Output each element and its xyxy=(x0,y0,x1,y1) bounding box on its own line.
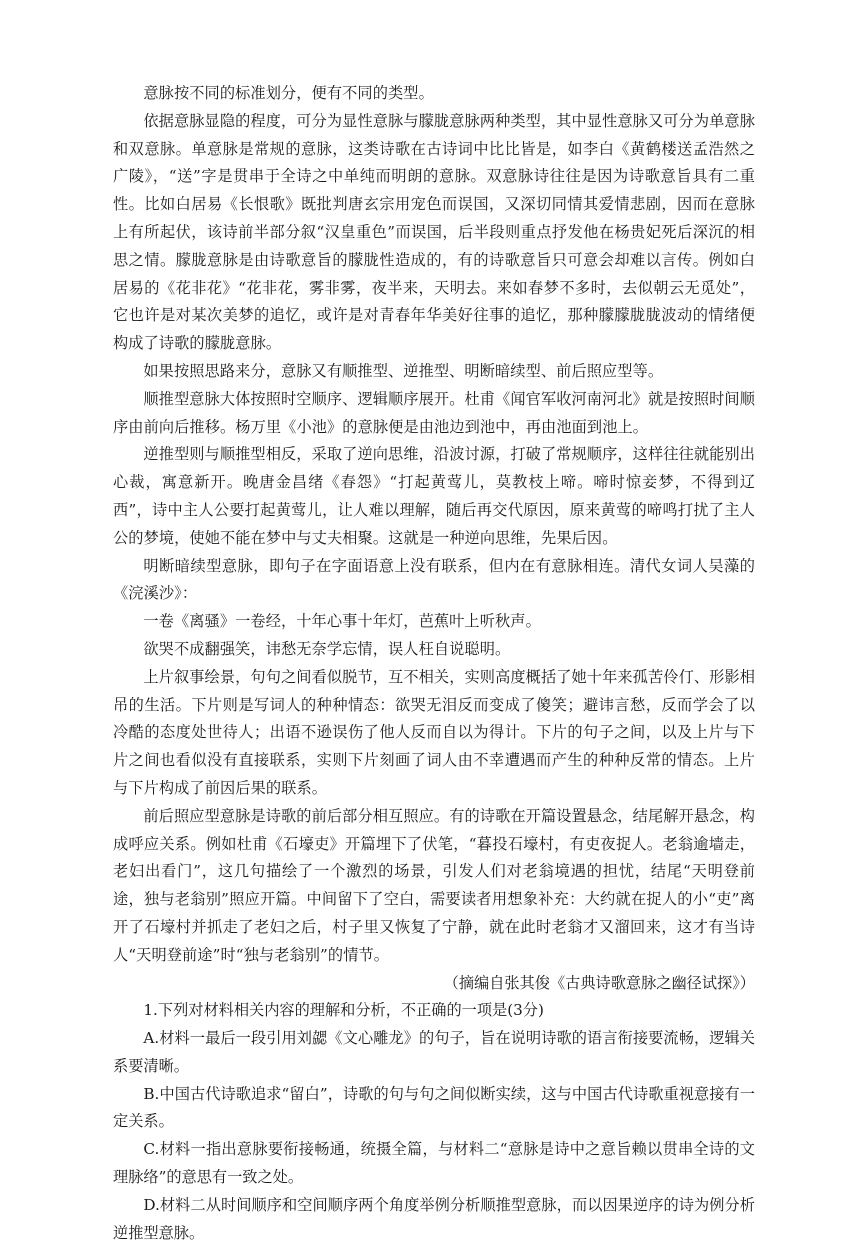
paragraph-echo-type: 前后照应型意脉是诗歌的前后部分相互照应。有的诗歌在开篇设置悬念，结尾解开悬念，构成呼应关系。例如杜甫《石壕吏》开篇埋下了伏笔，“暮投石壕村，有吏夜捉人。老翁逾墙走，老妇出看门”，这几句描绘了一个激烈的场景，引发人们对老翁境遇的担忧，结尾“天明登前途，独与老翁别”照应开篇。中间留下了空白，需要读者用想象补充：大约就在捉人的小“吏”离开了石壕村并抓走了老妇之后，村子里又恢复了宁静，就在此时老翁才又溜回来，这才有当诗人“天明登前途”时“独与老翁别”的情节。 xyxy=(113,806,755,964)
option-a: A.材料一最后一段引用刘勰《文心雕龙》的句子，旨在说明诗歌的语言衔接要流畅，逻辑关系要清晰。 xyxy=(113,1029,755,1075)
paragraph-by-thought: 如果按照思路来分，意脉又有顺推型、逆推型、明断暗续型、前后照应型等。 xyxy=(143,361,664,380)
paragraph-poem-analysis: 上片叙事绘景，句句之间看似脱节，互不相关，实则高度概括了她十年来孤苦伶仃、形影相吊的生活。下片则是写词人的种种情态：欲哭无泪反而变成了傻笑；避讳言愁，反而学会了以冷酷的态度处世待人；出语不逊误伤了他人反而自以为得计。下片的句子之间，以及上片与下片之间也看似没有直接联系，实则下片刻画了词人由不幸遭遇而产生的种种反常的情态。上片与下片构成了前因后果的联系。 xyxy=(113,667,755,797)
paragraph-explicit-hazy: 依据意脉显隐的程度，可分为显性意脉与朦胧意脉两种类型，其中显性意脉又可分为单意脉和双意脉。单意脉是常规的意脉，这类诗歌在古诗词中比比皆是，如李白《黄鹤楼送孟浩然之广陵》，“送”字是贯串于全诗之中单纯而明朗的意脉。双意脉诗往往是因为诗歌意旨具有二重性。比如白居易《长恨歌》既批判唐玄宗用宠色而误国，又深切同情其爱情悲剧，因而在意脉上有所起伏，该诗前半部分叙“汉皇重色”而误国，后半段则重点抒发他在杨贵妃死后深沉的相思之情。朦胧意脉是由诗歌意旨的朦胧性造成的，有的诗歌意旨只可意会却难以言传。例如白居易的《花非花》“花非花，雾非雾，夜半来，天明去。来如春梦不多时，去似朝云无觅处”，它也许是对某次美梦的追忆，或许是对青春年华美好往事的追忆，那种朦朦胧胧波动的情绪便构成了诗歌的朦胧意脉。 xyxy=(113,111,755,353)
paragraph-intro: 意脉按不同的标准划分，便有不同的类型。 xyxy=(143,84,434,102)
question-stem: 1.下列对材料相关内容的理解和分析，不正确的一项是(3分) xyxy=(143,1001,544,1020)
source-credit: （摘编自张其俊《古典诗歌意脉之幽径试探》） xyxy=(443,973,755,992)
paragraph-broken-continued-type: 明断暗续型意脉，即句子在字面语意上没有联系，但内在有意脉相连。清代女词人吴藻的《浣溪沙》： xyxy=(113,556,755,603)
option-b: B.中国古代诗歌追求“留白”，诗歌的句与句之间似断实续，这与中国古代诗歌重视意接有一定关系。 xyxy=(113,1084,755,1131)
poem-line-2: 欲哭不成翻强笑，讳愁无奈学忘情，误人枉自说聪明。 xyxy=(143,639,511,658)
paragraph-forward-type: 顺推型意脉大体按照时空顺序、逻辑顺序展开。杜甫《闻官军收河南河北》就是按照时间顺序由前向后推移。杨万里《小池》的意脉便是由池边到池中，再由池面到池上。 xyxy=(113,389,755,436)
poem-line-1: 一卷《离骚》一卷经，十年心事十年灯，芭蕉叶上听秋声。 xyxy=(143,612,541,631)
option-c: C.材料一指出意脉要衔接畅通，统摄全篇，与材料二“意脉是诗中之意旨赖以贯串全诗的文理脉络”的意思有一致之处。 xyxy=(113,1140,755,1187)
paragraph-reverse-type: 逆推型则与顺推型相反，采取了逆向思维，沿波讨源，打破了常规顺序，这样往往就能别出心裁，寓意新开。晚唐金昌绪《春怨》“打起黄莺儿，莫教枝上啼。啼时惊妾梦，不得到辽西”，诗中主人公要打起黄莺儿，让人难以理解，随后再交代原因，原来黄莺的啼鸣打扰了主人公的梦境，使她不能在梦中与丈夫相聚。这就是一种逆向思维，先果后因。 xyxy=(113,445,755,547)
option-d: D.材料二从时间顺序和空间顺序两个角度举例分析顺推型意脉，而以因果逆序的诗为例分析逆推型意脉。 xyxy=(113,1195,755,1242)
